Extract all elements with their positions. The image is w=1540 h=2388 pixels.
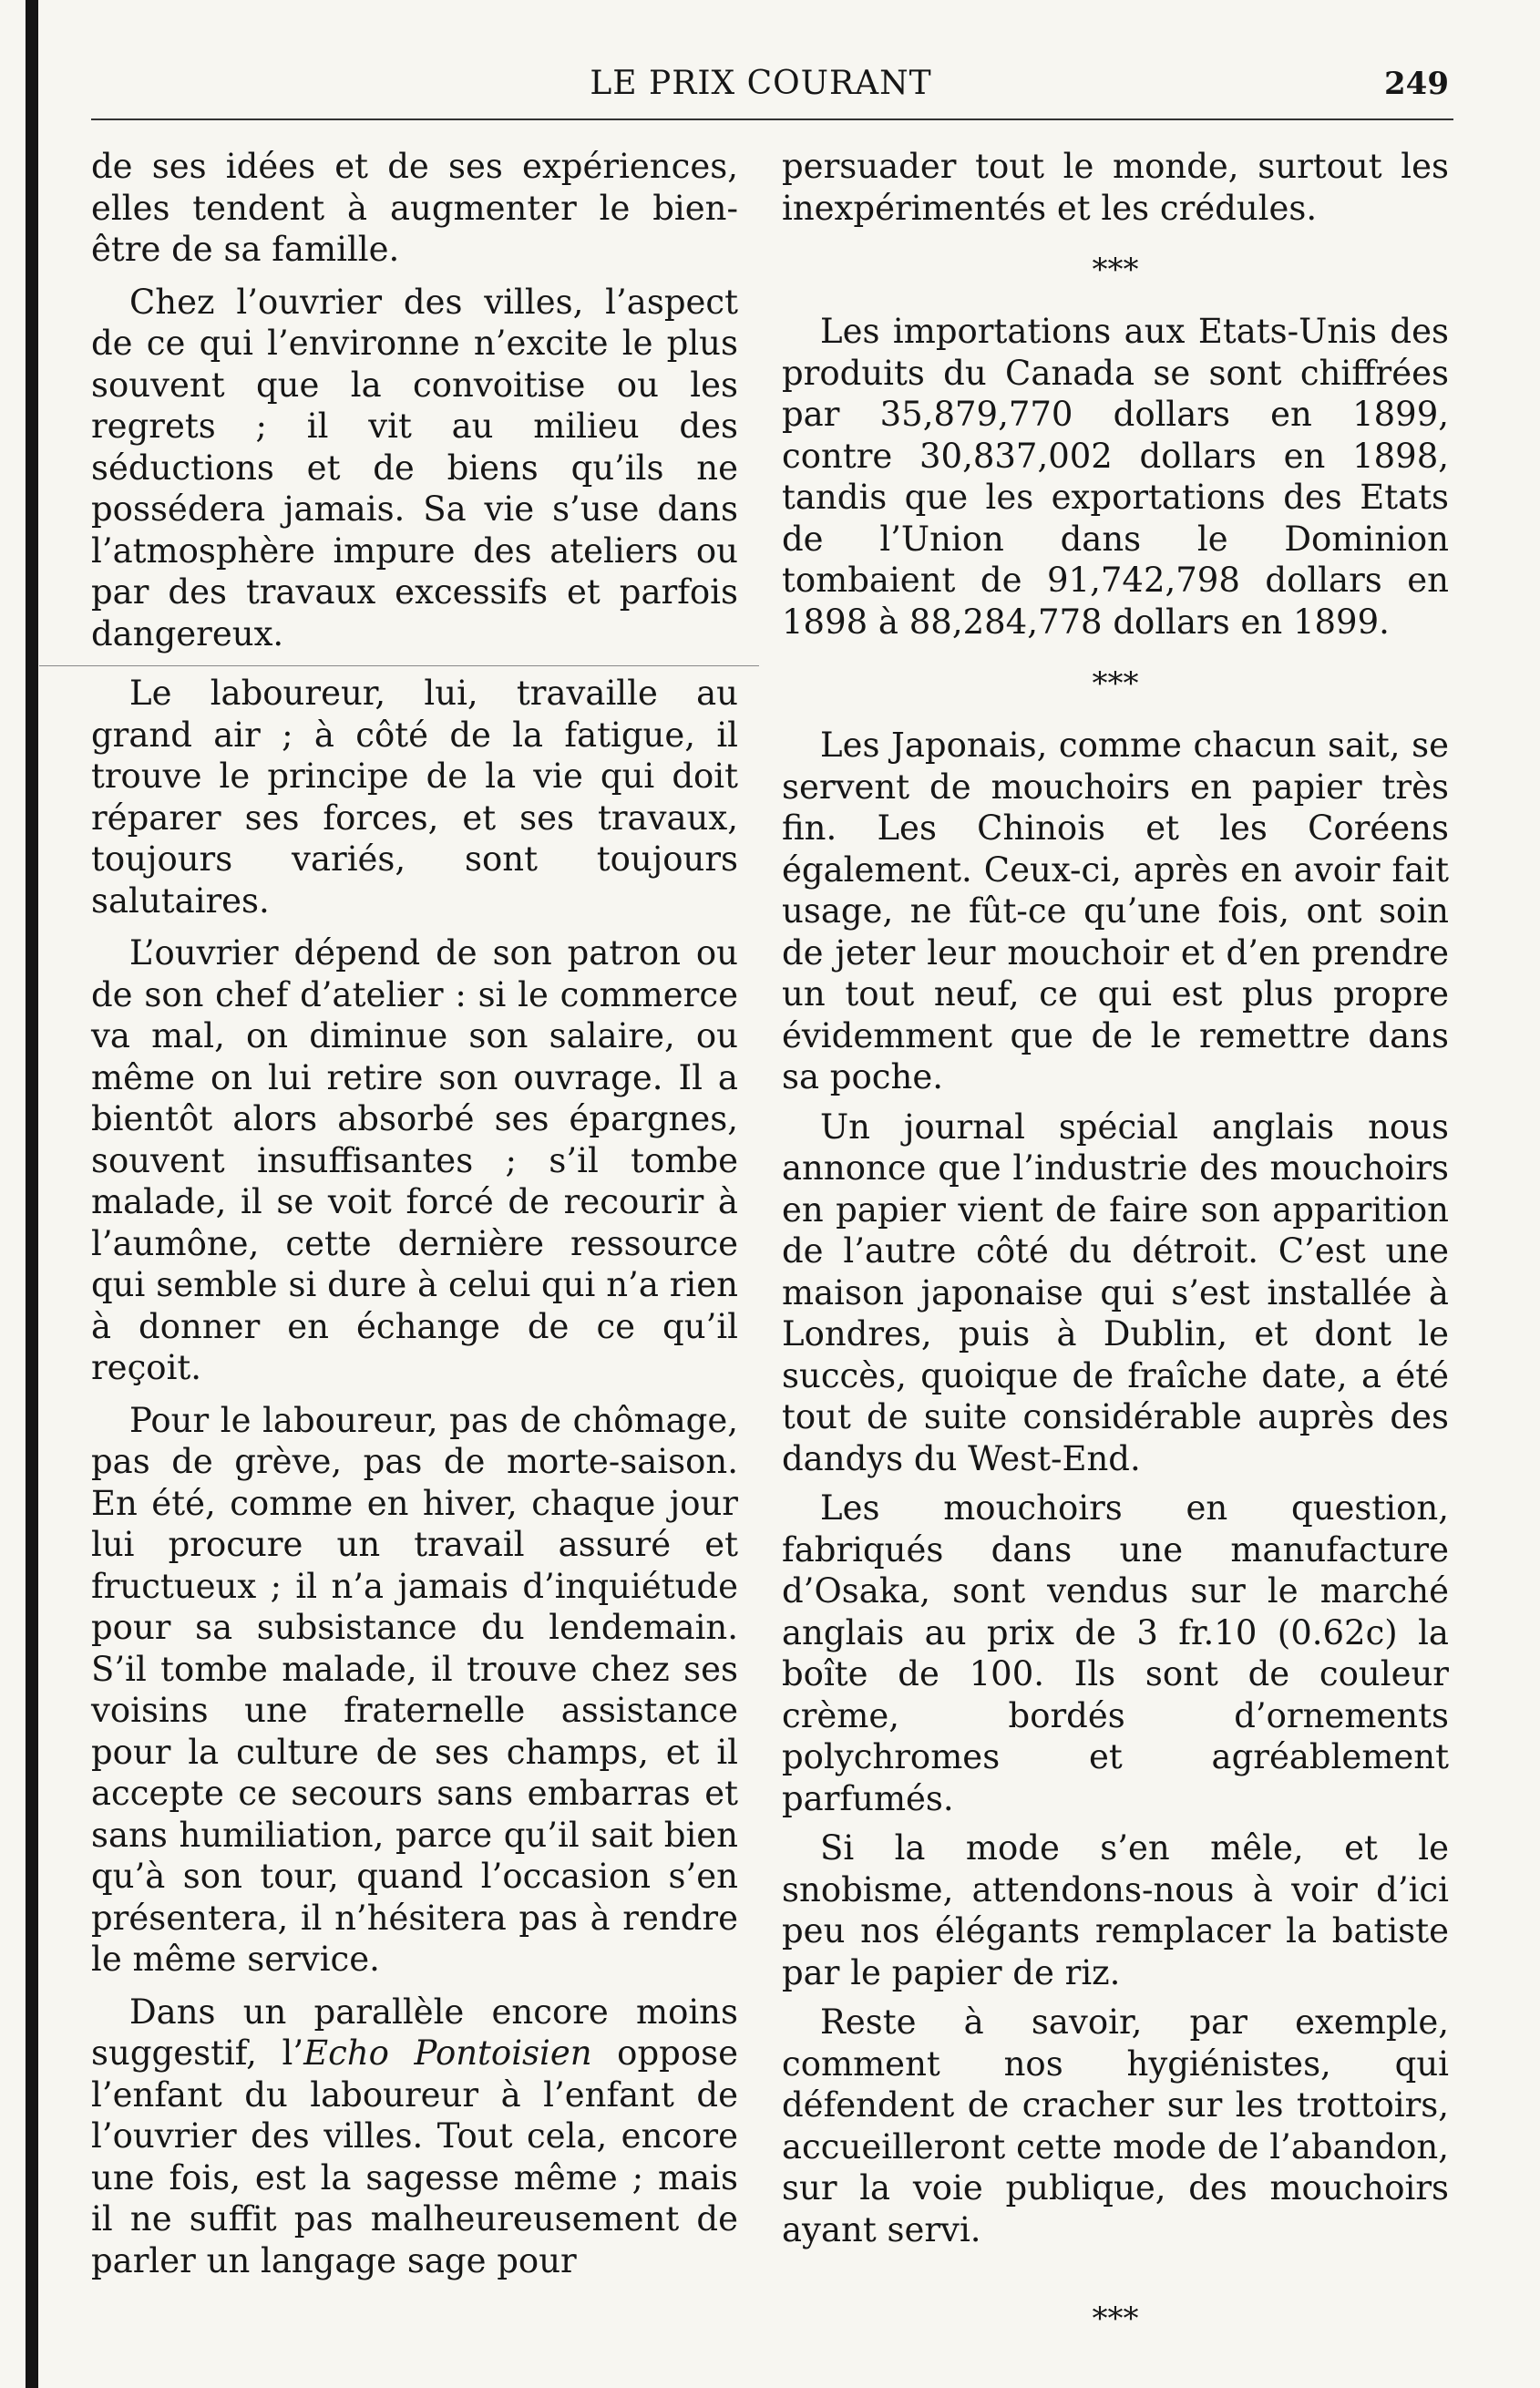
section-separator: ***: [1092, 2301, 1139, 2337]
running-title: LE PRIX COURANT: [590, 65, 932, 102]
paragraph-imports: Les importations aux Etats-Unis des produits du Canada se sont chiffrées par 35,879,770 dollars en 1899, contre 30,837,002 dollars en 1898, tandis que les exportations des Etats de l’Union dans le Dominion tombaient de 91,742,798 dollars en 1898 à 88,284,778 dollars en 1899.: [782, 312, 1449, 642]
paragraph-japanese-handkerchiefs: Les Japonais, comme chacun sait, se servent de mouchoirs en papier très fin. Les Chinois et les Coréens également. Ceux-ci, après en avoir fait usage, ne fût-ce qu’une fois, ont soin de jeter leur mouchoir et d’en prendre un tout neuf, ce qui est plus propre évidemment que de le remettre dans sa poche.: [782, 726, 1449, 1096]
paragraph-text-start: Dans un parallèle encore moins suggestif, l’: [91, 1992, 738, 2073]
paragraph-laborer-air: Le laboureur, lui, travaille au grand air ; à côté de la fatigue, il trouve le principe de la vie qui doit réparer ses forces, et ses travaux, toujours variés, sont toujours salutaires.: [91, 674, 738, 921]
right-column: [782, 146, 1449, 2338]
paragraph-english-journal: Un journal spécial anglais nous annonce que l’industrie des mouchoirs en papier vient de faire son apparition de l’autre côté du détroit. C’est une maison japonaise qui s’est installée à Londres, puis à Dublin, et dont le succès, quoique de fraîche date, a été tout de suite considérable auprès des dandys du West-End.: [782, 1107, 1449, 1478]
page-header: [73, 57, 1449, 111]
paragraph-city-worker: Chez l’ouvrier des villes, l’aspect de ce qui l’environne n’excite le plus souvent que la convoitise ou les regrets ; il vit au milieu des séductions et de biens qu’ils ne possédera jamais. Sa vie s’use dans l’atmosphère impure des ateliers ou par des travaux excessifs et parfois dangereux.: [91, 282, 738, 654]
paragraph-fashion: Si la mode s’en mêle, et le snobisme, attendons-nous à voir d’ici peu nos élégants remplacer la batiste par le papier de riz.: [782, 1828, 1449, 1992]
section-separator: ***: [1092, 665, 1139, 702]
paragraph-echo-pontoisien: [91, 1992, 738, 2282]
paragraph-worker-dependence: L’ouvrier dépend de son patron ou de son chef d’atelier : si le commerce va mal, on diminue son salaire, ou même on lui retire son ouvrage. Il a bientôt alors absorbé ses épargnes, souvent insuffisantes ; s’il tombe malade, il se voit forcé de recourir à l’aumône, cette dernière ressource qui semble si dure à celui qui n’a rien à donner en échange de ce qu’il reçoit.: [91, 933, 738, 1387]
paragraph-no-unemployment: Pour le laboureur, pas de chômage, pas de grève, pas de morte-saison. En été, comme en hiver, chaque jour lui procure un travail assuré et fructueux ; il n’a jamais d’inquiétude pour sa subsistance du lendemain. S’il tombe malade, il trouve chez ses voisins une fraternelle assistance pour la culture de ses champs, et il accepte ce secours sans embarras et sans humiliation, parce qu’il sait bien qu’à son tour, quand l’occasion s’en présentera, il n’hésitera pas à rendre le même service.: [91, 1400, 738, 1979]
paragraph-osaka-handkerchiefs: Les mouchoirs en question, fabriqués dans une manufacture d’Osaka, sont vendus sur le marché anglais au prix de 3 fr.10 (0.62c) la boîte de 100. Ils sont de couleur crème, bordés d’ornements polychromes et agréablement parfumés.: [782, 1488, 1449, 1818]
page-binding-edge: [26, 0, 38, 2388]
journal-title: Echo Pontoisien: [303, 2033, 592, 2073]
page-number: 249: [1384, 66, 1449, 102]
section-separator: ***: [1092, 252, 1139, 288]
paragraph-text-end: oppose l’enfant du laboureur à l’enfant de l’ouvrier des villes. Tout cela, encore une fois, est la sagesse même ; mais il ne suffit pas malheureusement de parler un langage sage pour: [91, 2033, 738, 2280]
paragraph-hygienists: Reste à savoir, par exemple, comment nos hygiénistes, qui défendent de cracher sur les trottoirs, accueilleront cette mode de l’abandon, sur la voie publique, des mouchoirs ayant servi.: [782, 2002, 1449, 2249]
paragraph-continuation: de ses idées et de ses expériences, elles tendent à augmenter le bien-être de sa famille.: [91, 147, 738, 269]
paragraph-continuation-right: persuader tout le monde, surtout les inexpérimentés et les crédules.: [782, 147, 1449, 228]
left-column: [91, 146, 738, 2281]
header-rule: [91, 118, 1453, 120]
